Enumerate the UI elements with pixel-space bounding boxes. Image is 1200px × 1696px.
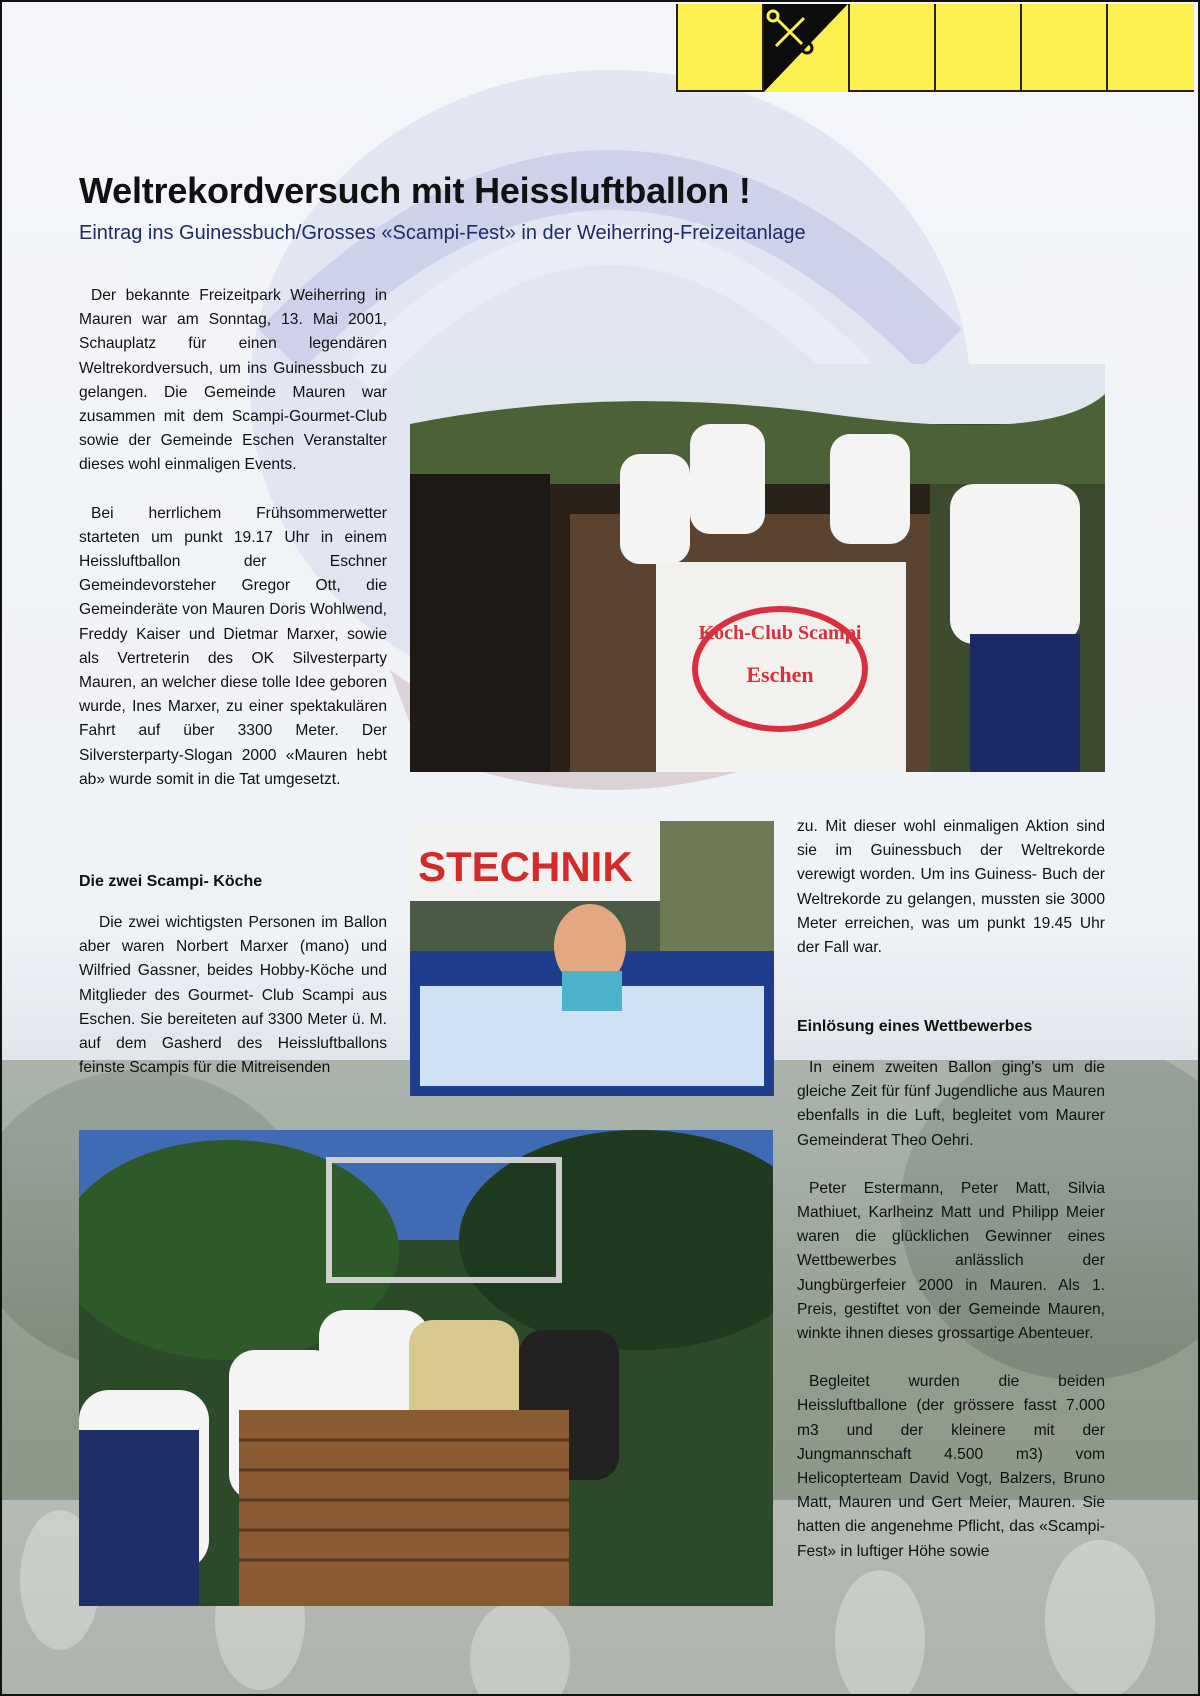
header-strip-cell <box>934 4 1020 92</box>
right-column-continued <box>797 1056 1105 1564</box>
sign-club-name: Koch-Club Scampi <box>698 622 862 644</box>
paragraph: Peter Estermann, Peter Matt, Silvia Mathiuet, Karlheinz Matt und Philipp Meier waren die glücklichen Gewinner eines Wettbewerbes anlässlich der Jungbürgerfeier 2000 in Mauren. Als 1. Preis, gestiftet von der Gemeinde Mauren, winkte ihnen dieses grossartige Abenteuer. <box>797 1179 1105 1343</box>
photo-balloon-basket-crew <box>410 364 1105 772</box>
header-strip-cell <box>1106 4 1194 92</box>
header-strip-cell <box>848 4 934 92</box>
paragraph: Begleitet wurden die beiden Heissluftballone (der grössere fasst 7.000 m3 und der kleinere mit der Jungmannschaft 4.500 m3) vom Helicopterteam David Vogt, Balzers, Bruno Matt, Mauren und Gert Meier, Mauren. Sie hatten die angenehme Pflicht, das «Scampi-Fest» in luftiger Höhe sowie <box>797 1373 1105 1560</box>
header-strip-cell <box>676 4 762 92</box>
paragraph: zu. Mit dieser wohl einmaligen Aktion sind sie im Guinessbuch der Weltrekorde verewigt worden. Um ins Guiness- Buch der Weltrekorde zu gelangen, mussten sie 3000 Meter erreichen, was um punkt 19.45 Uhr der Fall war. <box>797 818 1105 957</box>
article-title: Weltrekordversuch mit Heissluftballon ! <box>79 170 751 211</box>
photo-hot-tub <box>410 821 774 1096</box>
crossed-keys-emblem-icon <box>764 4 848 92</box>
header-emblem-cell <box>762 4 848 92</box>
section-heading: Einlösung eines Wettbewerbes <box>797 1018 1033 1035</box>
right-column <box>797 815 1105 960</box>
photo-second-balloon-crew <box>79 1130 773 1606</box>
sign-town: Eschen <box>746 662 814 687</box>
paragraph: Der bekannte Freizeitpark Weiherring in Mauren war am Sonntag, 13. Mai 2001, Schauplatz für einen legendären Weltrekordversuch, um ins Guinessbuch zu gelangen. Die Gemeinde Mauren war zusammen mit dem Scampi-Gourmet-Club sowie der Gemeinde Eschen Veranstalter dieses wohl einmaligen Events. <box>79 287 387 474</box>
section-heading: Die zwei Scampi- Köche <box>79 873 263 890</box>
header-strip-cell <box>1020 4 1106 92</box>
left-column <box>79 284 387 792</box>
article-subtitle: Eintrag ins Guinessbuch/Grosses «Scampi-Fest» in der Weiherring-Freizeitanlage <box>79 222 806 244</box>
paragraph: In einem zweiten Ballon ging's um die gleiche Zeit für fünf Jugendliche aus Mauren ebenfalls in die Luft, begleitet vom Maurer Gemeinderat Theo Oehri. <box>797 1059 1105 1149</box>
paragraph: Bei herrlichem Frühsommerwetter starteten um punkt 19.17 Uhr in einem Heissluftballon der Eschner Gemeindevorsteher Gregor Ott, die Gemeinderäte von Mauren Doris Wohlwend, Freddy Kaiser und Dietmar Marxer, sowie als Vertreterin des OK Silvesterparty Mauren, an welcher diese tolle Idee geboren wurde, Ines Marxer, zu einer spektakulären Fahrt auf über 3300 Meter. Der Silversterparty-Slogan 2000 «Mauren hebt ab» wurde somit in die Tat umgesetzt. <box>79 504 387 788</box>
left-column-continued <box>79 911 387 1080</box>
paragraph: Die zwei wichtigsten Personen im Ballon aber waren Norbert Marxer (mano) und Wilfried Gassner, beides Hobby-Köche und Mitglieder des Gourmet- Club Scampi aus Eschen. Sie bereiteten auf 3300 Meter ü. M. auf dem Gasherd des Heissluftballons feinste Scampis für die Mitreisenden <box>79 914 387 1077</box>
banner-text: STECHNIK <box>418 843 633 890</box>
header-color-strip <box>676 4 1198 94</box>
